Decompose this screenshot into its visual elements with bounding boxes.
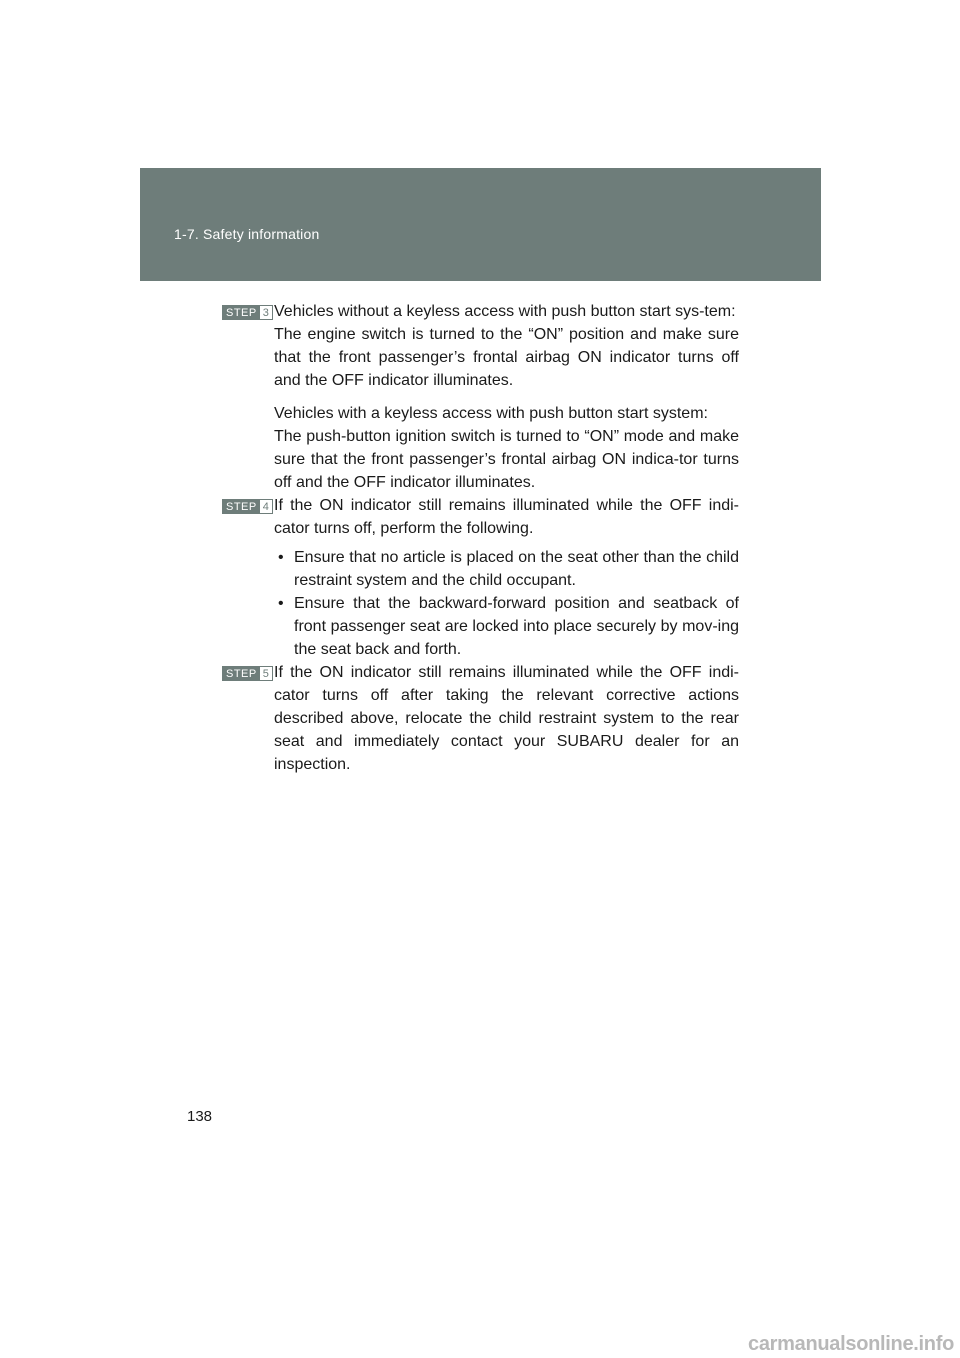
step-4-paragraph-1: If the ON indicator still remains illuminated while the OFF indi-cator turns off, perform the following. (274, 497, 739, 537)
bullet-icon: • (278, 595, 284, 612)
list-item (274, 546, 739, 592)
bullet-text: Ensure that the backward-forward position and seatback of front passenger seat are locked into place securely by mov-ing the seat back and forth. (294, 595, 739, 658)
step-3-paragraph-3: Vehicles with a keyless access with push button start system: (274, 405, 708, 422)
bullet-icon: • (278, 549, 284, 566)
header-band (140, 168, 821, 281)
step-3-paragraph-1: Vehicles without a keyless access with push button start sys-tem: (274, 303, 736, 320)
page-number: 138 (187, 1108, 213, 1125)
step-3-paragraph-4: The push-button ignition switch is turned to “ON” mode and make sure that the front passenger’s frontal airbag ON indica-tor turns off and the OFF indicator illuminates. (274, 428, 739, 491)
bullet-text: Ensure that no article is placed on the seat other than the child restraint system and the child occupant. (294, 549, 739, 589)
step-4-bullet-list (274, 546, 739, 661)
step-badge-word: STEP (223, 667, 260, 680)
step-5-paragraph-1: If the ON indicator still remains illuminated while the OFF indi-cator turns off after taking the relevant corrective actions described above, relocate the child restraint system to the rear seat and immediately contact your SUBARU dealer for an inspection. (274, 664, 739, 773)
step-badge-number: 5 (260, 667, 272, 680)
step-badge-5 (222, 666, 273, 681)
step-badge-word: STEP (223, 306, 260, 319)
section-title: 1-7. Safety information (174, 226, 320, 242)
step-4 (222, 494, 739, 661)
watermark-logo: carmanualsonline.info (748, 1333, 954, 1355)
list-item (274, 592, 739, 661)
step-5 (222, 661, 739, 776)
step-badge-4 (222, 499, 273, 514)
step-badge-number: 3 (260, 306, 272, 319)
step-badge-number: 4 (260, 500, 272, 513)
step-badge-3 (222, 305, 273, 320)
content-area (222, 300, 739, 776)
step-3-paragraph-2: The engine switch is turned to the “ON” position and make sure that the front passenger’s frontal airbag ON indicator turns off and the OFF indicator illuminates. (274, 326, 739, 389)
step-3 (222, 300, 739, 494)
step-badge-word: STEP (223, 500, 260, 513)
